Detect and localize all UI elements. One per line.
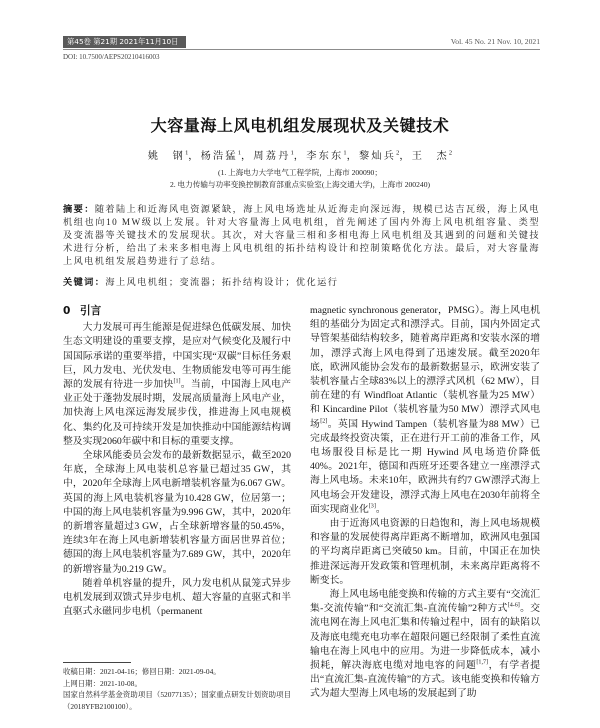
body-paragraph: 随着单机容量的提升，风力发电机从鼠笼式异步电机发展到双馈式异步电机、超大容量的直驱式和半直驱式永磁同步电机（permanent xyxy=(63,577,291,618)
author-affiliation-mark: 2 xyxy=(448,149,453,157)
affiliation-line: 2. 电力传输与功率变换控制教育部重点实验室(上海交通大学)，上海市 200240) xyxy=(169,180,431,189)
paper-title: 大容量海上风电机组发展现状及关键技术 xyxy=(150,116,450,135)
body-paragraph: 大力发展可再生能源是促进绿色低碳发展、加快生态文明建设的重要支撑，是应对气候变化及履行中国国际承诺的重要举措，中国实现“双碳”目标任务艰巨，风力发电、光伏发电、生物质能发电等可再生能源的发展有待进一步加快[1]。当前，中国海上风电产业正处于蓬勃发展时期，发展高质量海上风电产业，加快海上风电深远海发展步伐，推进海上风电规模化、集约化及可持续开发是加快推动中国能源结构调整及实现2060年碳中和目标的重要支撑。 xyxy=(63,322,292,447)
issue-info-badge: 第45卷 第21期 2021年11月10日 xyxy=(63,36,186,48)
author-affiliation-mark: 1 xyxy=(343,149,347,157)
abstract-text: 随着陆上和近海风电资源紧缺，海上风电场选址从近海走向深远海，规模已达吉瓦级，海上风电机组也向10 MW级以上发展。针对大容量海上风电机组，首先阐述了国内外海上风电机组容量、类型及变流器等关键技术的发展现状。其次，对大容量三相和多相电海上风电机组及其遇到的问题和关键技术进行分析，给出了未来多相电海上风电机组的拓扑结构设计和控制策略优化方法。最后，对大容量海上风电机组发展趋势进行了总结。 xyxy=(63,204,540,266)
abstract-label: 摘要： xyxy=(63,204,95,215)
author-affiliation-mark: 1 xyxy=(237,149,242,157)
section-title: 引言 xyxy=(80,305,102,317)
citation-ref: [2] xyxy=(320,418,328,425)
keywords xyxy=(63,276,540,289)
author-name: 杨浩猛 xyxy=(200,151,238,162)
body-paragraph: 全球风能委员会发布的最新数据显示，截至2020年底，全球海上风电装机总容量已超过35 GW，其中，2020年全球海上风电新增装机容量为6.067 GW。英国的海上风电装机容量为10.428 GW，位居第一；中国的海上风电装机容量为9.996 GW，其中，2020年的新增容量超过3 GW，占全球新增容量的50.45%，连续3年在海上风电新增装机容量方面居世界首位；德国的海上风电装机容量为7.689 GW，其中，2020年的新增容量为0.219 GW。 xyxy=(63,450,291,575)
author-name: 李东东 xyxy=(306,151,344,162)
author-affiliation-mark: 2 xyxy=(396,149,400,157)
author-affiliation-mark: 1 xyxy=(185,149,189,157)
citation-ref: [1] xyxy=(173,378,181,385)
keywords-label: 关键词： xyxy=(63,277,106,288)
author-separator: ， xyxy=(399,151,412,162)
author-name: 姚 钢 xyxy=(147,151,186,162)
author-separator: ， xyxy=(293,151,307,162)
footnote-online-date: 上网日期：2021-10-08。 xyxy=(63,678,142,688)
affiliations xyxy=(0,167,600,191)
abstract xyxy=(63,203,540,268)
citation-ref: [1,7] xyxy=(476,659,489,666)
keywords-text: 海上风电机组；变流器；拓扑结构设计；优化运行 xyxy=(105,277,339,287)
header-divider xyxy=(63,49,540,50)
left-column xyxy=(63,304,291,619)
footnotes xyxy=(63,662,291,712)
body-paragraph: 海上风电场电能变换和传输的方式主要有“交流汇集-交流传输”和“交流汇集-直流传输”2种方式[4-6]。交流电网在海上风电汇集和传输过程中，固有的缺陷以及海底电缆充电功率在超限问题已经限制了柔性直流输电在海上风电中的应用。为进一步降低成本，减小损耗，解决海底电缆对地电容的问题[1,7]，有学者提出“直流汇集-直流传输”的方式。该电能变换和传输方式为超大型海上风电场的发展起到了助 xyxy=(310,589,541,700)
citation-ref: [3] xyxy=(368,503,376,510)
author-separator: ， xyxy=(188,151,201,162)
body-paragraph-continued: magnetic synchronous generator，PMSG）。海上风电机组的基础分为固定式和漂浮式。目前，国内外固定式导管架基础结构较多，随着离岸距离和安装水深的增加，漂浮式海上风电得到了迅速发展。截至2020年底，欧洲风能协会发布的最新数据显示，欧洲安装了装机容量占全球83%以上的漂浮式风机（62 MW），目前在建的有 Windfloat Atlantic（装机容量为25 MW）和 Kincardine Pilot（装机容量为50 MW）漂浮式风电场[2]。英国 Hywind Tampen（装机容量为88 MW）已完成最终投资决策，正在进行开工前的准备工作，风电场服役目标是比一期 Hywind 风电场造价降低40%。2021年，德国和西班牙还要各建立一座漂浮式海上风电场。未来10年，欧洲共有约7 GW漂浮式海上风电场会开发建设，漂浮式海上风电在2030年前将全面实现商业化[3]。 xyxy=(310,305,541,515)
author-separator: ， xyxy=(346,151,359,162)
footnote-funding: 国家自然科学基金资助项目（52077135）；国家重点研发计划资助项目（2018YFB2100100）。 xyxy=(63,690,291,711)
author-list xyxy=(0,150,600,164)
author-name: 王 杰 xyxy=(411,151,449,162)
doi: DOI: 10.7500/AEPS20210416003 xyxy=(63,53,160,61)
footnote-received-date: 收稿日期：2021-04-16；修回日期：2021-09-04。 xyxy=(63,667,221,676)
right-column xyxy=(310,304,540,702)
section-number: 0 xyxy=(63,305,71,317)
citation-ref: [4-6] xyxy=(507,603,520,609)
issue-info-english: Vol. 45 No. 21 Nov. 10, 2021 xyxy=(450,37,540,46)
section-heading xyxy=(63,304,291,318)
affiliation-line: (1. 上海电力大学电气工程学院，上海市 200090； xyxy=(218,168,382,177)
author-affiliation-mark: 1 xyxy=(290,149,294,157)
author-separator: ， xyxy=(241,151,254,162)
body-paragraph: 由于近海风电资源的日趋饱和，海上风电场规模和容量的发展使得离岸距离不断增加，欧洲风电强国的平均离岸距离已突破50 km。目前，中国正在加快推进深远海开发政策和管理机制，未来离岸距离将不断变长。 xyxy=(310,518,540,586)
author-name: 周荔丹 xyxy=(253,151,291,162)
author-name: 黎灿兵 xyxy=(358,151,397,162)
footnote-divider xyxy=(63,662,131,663)
